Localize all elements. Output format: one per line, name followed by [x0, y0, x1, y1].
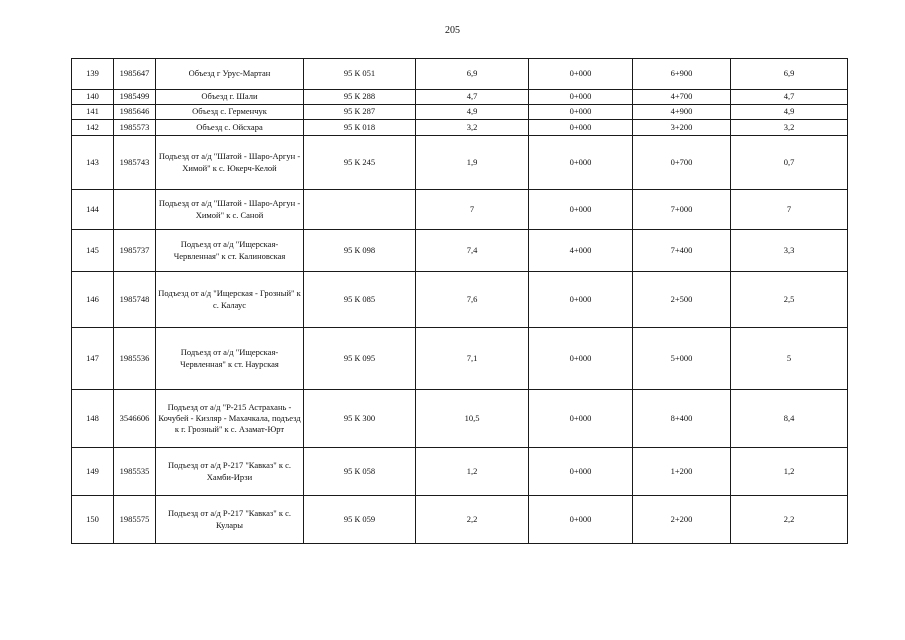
cell-length: 3,2 — [416, 120, 529, 136]
cell-num: 142 — [72, 120, 114, 136]
cell-length: 6,9 — [416, 59, 529, 90]
cell-value: 5 — [731, 328, 848, 390]
cell-end: 1+200 — [633, 448, 731, 496]
cell-start: 0+000 — [529, 496, 633, 544]
cell-code: 95 К 288 — [304, 90, 416, 105]
cell-num: 140 — [72, 90, 114, 105]
cell-value: 0,7 — [731, 136, 848, 190]
cell-name: Подъезд от а/д "Шатой - Шаро-Аргун - Химой" к с. Саной — [156, 190, 304, 230]
cell-id: 1985743 — [114, 136, 156, 190]
cell-code: 95 К 300 — [304, 390, 416, 448]
cell-name: Подъезд от а/д "Р-215 Астрахань - Кочубей - Кизляр - Махачкала, подъезд к г. Грозный" к с. Азамат-Юрт — [156, 390, 304, 448]
cell-length: 1,9 — [416, 136, 529, 190]
cell-end: 4+700 — [633, 90, 731, 105]
cell-length: 7,4 — [416, 230, 529, 272]
cell-value: 1,2 — [731, 448, 848, 496]
cell-start: 0+000 — [529, 448, 633, 496]
cell-length: 7 — [416, 190, 529, 230]
cell-code: 95 К 059 — [304, 496, 416, 544]
cell-start: 0+000 — [529, 105, 633, 120]
cell-id: 1985573 — [114, 120, 156, 136]
cell-num: 149 — [72, 448, 114, 496]
cell-length: 10,5 — [416, 390, 529, 448]
cell-end: 2+200 — [633, 496, 731, 544]
cell-start: 0+000 — [529, 90, 633, 105]
cell-name: Подъезд от а/д "Ищерская-Червленная" к ст. Наурская — [156, 328, 304, 390]
roads-table — [71, 58, 848, 544]
cell-code: 95 К 058 — [304, 448, 416, 496]
cell-length: 4,9 — [416, 105, 529, 120]
cell-code: 95 К 051 — [304, 59, 416, 90]
cell-code: 95 К 095 — [304, 328, 416, 390]
cell-length: 4,7 — [416, 90, 529, 105]
table-row — [72, 90, 848, 105]
cell-value: 4,7 — [731, 90, 848, 105]
cell-length: 7,1 — [416, 328, 529, 390]
page-number: 205 — [445, 25, 460, 36]
cell-end: 7+000 — [633, 190, 731, 230]
cell-code: 95 К 085 — [304, 272, 416, 328]
cell-value: 2,2 — [731, 496, 848, 544]
cell-num: 143 — [72, 136, 114, 190]
cell-end: 4+900 — [633, 105, 731, 120]
cell-name: Подъезд от а/д Р-217 "Кавказ" к с. Кулары — [156, 496, 304, 544]
table-row — [72, 230, 848, 272]
cell-id: 3546606 — [114, 390, 156, 448]
table-row — [72, 496, 848, 544]
table-row — [72, 136, 848, 190]
cell-code: 95 К 018 — [304, 120, 416, 136]
cell-start: 0+000 — [529, 190, 633, 230]
cell-value: 3,3 — [731, 230, 848, 272]
cell-num: 144 — [72, 190, 114, 230]
cell-value: 2,5 — [731, 272, 848, 328]
cell-num: 148 — [72, 390, 114, 448]
table-row — [72, 448, 848, 496]
cell-id: 1985646 — [114, 105, 156, 120]
table-row — [72, 190, 848, 230]
cell-num: 146 — [72, 272, 114, 328]
cell-start: 0+000 — [529, 59, 633, 90]
cell-name: Подъезд от а/д "Шатой - Шаро-Аргун - Химой" к с. Юкерч-Келой — [156, 136, 304, 190]
cell-num: 139 — [72, 59, 114, 90]
cell-end: 2+500 — [633, 272, 731, 328]
cell-start: 0+000 — [529, 272, 633, 328]
cell-code: 95 К 245 — [304, 136, 416, 190]
table-row — [72, 390, 848, 448]
cell-end: 3+200 — [633, 120, 731, 136]
cell-code: 95 К 098 — [304, 230, 416, 272]
cell-name: Объезд г Урус-Мартан — [156, 59, 304, 90]
cell-id: 1985647 — [114, 59, 156, 90]
cell-id: 1985575 — [114, 496, 156, 544]
cell-id: 1985748 — [114, 272, 156, 328]
cell-end: 8+400 — [633, 390, 731, 448]
cell-start: 0+000 — [529, 136, 633, 190]
cell-length: 2,2 — [416, 496, 529, 544]
cell-start: 0+000 — [529, 328, 633, 390]
cell-value: 7 — [731, 190, 848, 230]
cell-length: 7,6 — [416, 272, 529, 328]
cell-id: 1985536 — [114, 328, 156, 390]
cell-value: 6,9 — [731, 59, 848, 90]
cell-end: 0+700 — [633, 136, 731, 190]
cell-id: 1985737 — [114, 230, 156, 272]
cell-name: Подъезд от а/д Р-217 "Кавказ" к с. Хамби-Ирзи — [156, 448, 304, 496]
table-row — [72, 105, 848, 120]
cell-code: 95 К 287 — [304, 105, 416, 120]
cell-code — [304, 190, 416, 230]
cell-num: 147 — [72, 328, 114, 390]
cell-start: 0+000 — [529, 390, 633, 448]
cell-id — [114, 190, 156, 230]
cell-length: 1,2 — [416, 448, 529, 496]
table-row — [72, 59, 848, 90]
cell-name: Подъезд от а/д "Ищерская-Червленная" к ст. Калиновская — [156, 230, 304, 272]
cell-value: 8,4 — [731, 390, 848, 448]
cell-num: 145 — [72, 230, 114, 272]
cell-num: 141 — [72, 105, 114, 120]
cell-end: 5+000 — [633, 328, 731, 390]
cell-value: 4,9 — [731, 105, 848, 120]
cell-name: Подъезд от а/д "Ищерская - Грозный" к с. Калаус — [156, 272, 304, 328]
table-row — [72, 328, 848, 390]
table-row — [72, 272, 848, 328]
cell-num: 150 — [72, 496, 114, 544]
cell-name: Объезд с. Ойсхара — [156, 120, 304, 136]
cell-name: Объезд с. Герменчук — [156, 105, 304, 120]
table-row — [72, 120, 848, 136]
cell-end: 6+900 — [633, 59, 731, 90]
cell-start: 4+000 — [529, 230, 633, 272]
cell-value: 3,2 — [731, 120, 848, 136]
cell-end: 7+400 — [633, 230, 731, 272]
cell-name: Объезд г. Шали — [156, 90, 304, 105]
cell-start: 0+000 — [529, 120, 633, 136]
cell-id: 1985535 — [114, 448, 156, 496]
cell-id: 1985499 — [114, 90, 156, 105]
